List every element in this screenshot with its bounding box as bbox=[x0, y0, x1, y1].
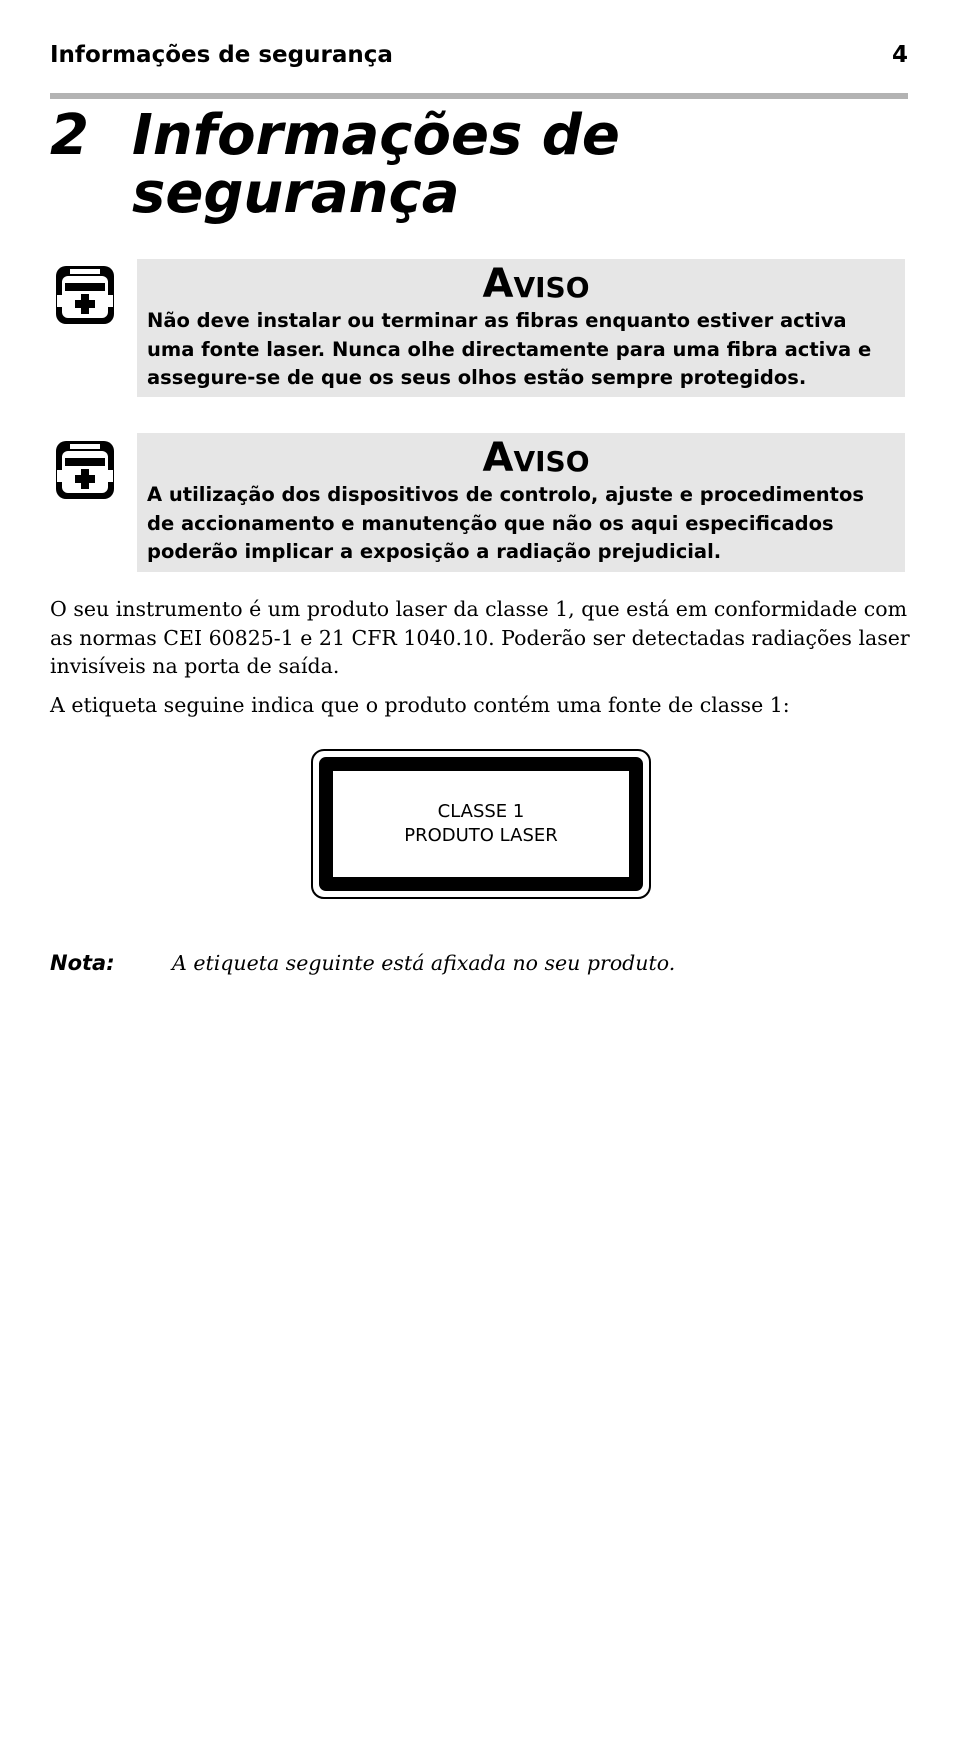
warning-text: A utilização dos dispositivos de controlo, ajuste e procedimentos de accionamento e manutenção que não os aqui especificados poderão implicar a exposição a radiação prejudicial. bbox=[147, 483, 864, 563]
chapter-title: Informações de segurança bbox=[132, 103, 620, 226]
note-text: A etiqueta seguinte está afixada no seu produto. bbox=[172, 951, 676, 975]
note-label: Nota: bbox=[50, 951, 115, 975]
warning-title: Aviso bbox=[482, 261, 590, 307]
laser-label-line1: CLASSE 1 bbox=[437, 801, 525, 822]
laser-class-label bbox=[311, 749, 651, 899]
body-paragraph-1: O seu instrumento é um produto laser da classe 1, que está em conformidade com as normas CEI 60825-1 e 21 CFR 1040.10. Poderão ser detectadas radiações laser invisíveis na porta de saída. bbox=[50, 597, 910, 678]
laser-label-inner bbox=[319, 757, 643, 891]
warning-ambulance-icon bbox=[54, 439, 116, 501]
warning-box-1 bbox=[137, 259, 905, 397]
header-title: Informações de segurança bbox=[50, 42, 393, 68]
warning-box-2 bbox=[137, 433, 905, 572]
header-rule bbox=[50, 93, 908, 99]
laser-label-line2: PRODUTO LASER bbox=[404, 825, 558, 846]
warning-title: Aviso bbox=[482, 435, 590, 481]
chapter-number: 2 bbox=[50, 103, 89, 168]
body-paragraph-2: A etiqueta seguine indica que o produto contém uma fonte de classe 1: bbox=[50, 693, 790, 717]
warning-ambulance-icon bbox=[54, 264, 116, 326]
warning-text: Não deve instalar ou terminar as fibras enquanto estiver activa uma fonte laser. Nunca olhe directamente para uma fibra activa e assegure-se de que os seus olhos estão sempre protegidos. bbox=[147, 309, 872, 389]
note bbox=[50, 951, 910, 985]
running-header bbox=[50, 42, 908, 78]
page-number: 4 bbox=[891, 42, 908, 68]
